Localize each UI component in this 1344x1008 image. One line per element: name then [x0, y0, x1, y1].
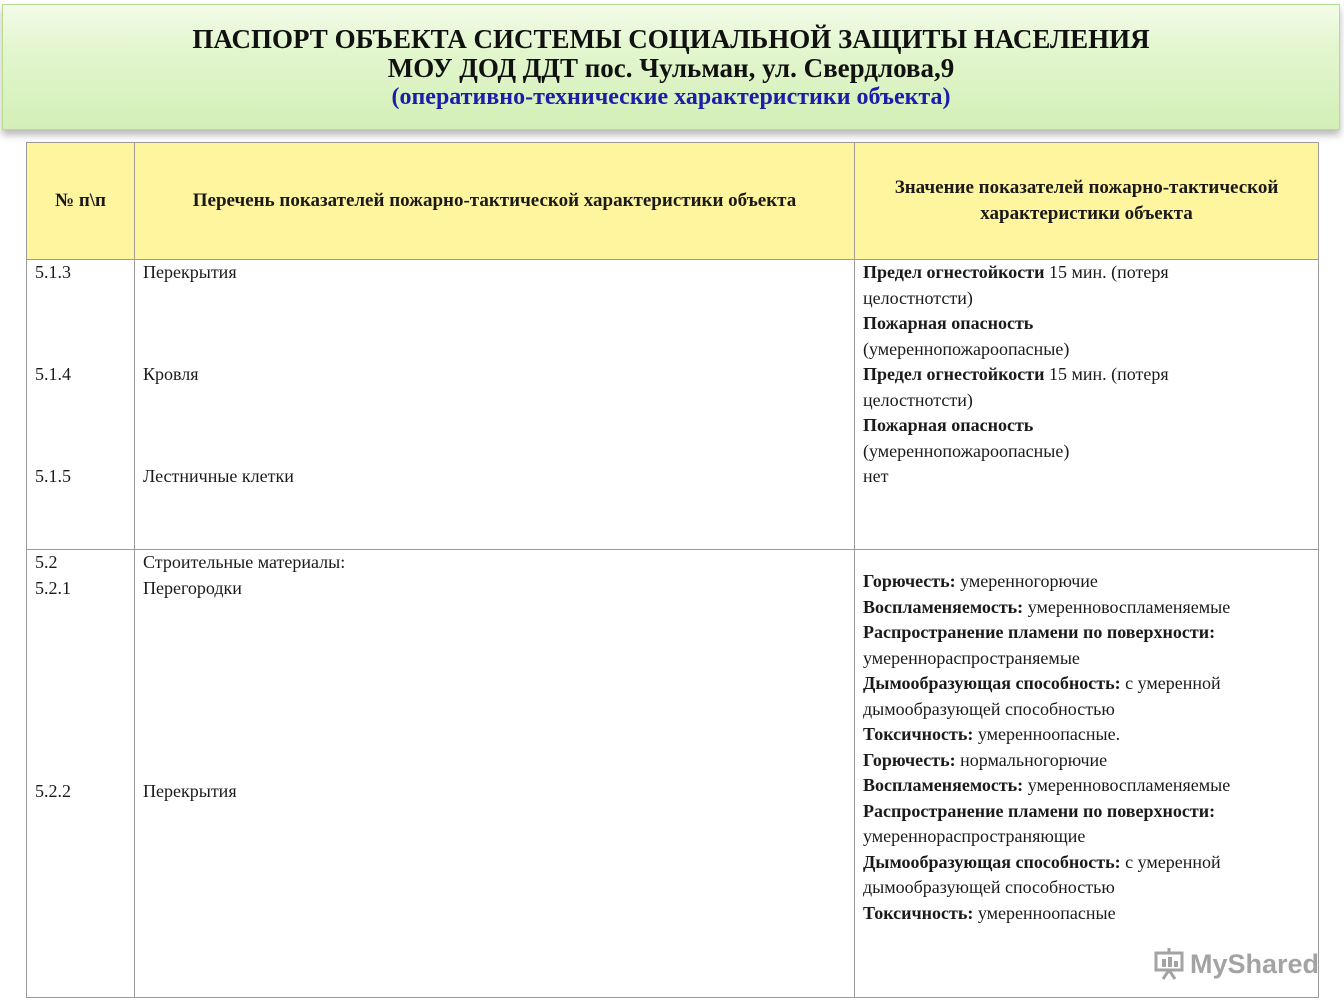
value-line: Пожарная опасность: [863, 313, 1034, 333]
watermark-text: MyShared: [1190, 948, 1320, 979]
table-header-row: [27, 143, 1319, 260]
value-line: Распространение пламени по поверхности:: [863, 800, 1216, 821]
value-line: дымообразующей способностью: [863, 877, 1115, 897]
presentation-board-icon: [1152, 947, 1186, 981]
value-line: умереннораспространяемые: [863, 647, 1080, 668]
value-line: Токсичность: умеренноопасные: [863, 902, 1116, 923]
row-numbers: [27, 550, 135, 998]
value-line: дымообразующей способностью: [863, 698, 1115, 719]
value-line: Воспламеняемость: умеренновоспламеняемые: [863, 596, 1231, 617]
item-number: 5.2: [35, 552, 58, 572]
value-line: Дымообразующая способность: с умеренной: [863, 851, 1221, 872]
table-row: [27, 550, 1319, 998]
column-header-values: Значение показателей пожарно-тактической характеристики объекта: [855, 143, 1319, 260]
indicator-name: Лестничные клетки: [143, 466, 294, 486]
value-line: Распространение пламени по поверхности:: [863, 622, 1216, 642]
column-header-number: № п\п: [27, 143, 135, 260]
document-title: ПАСПОРТ ОБЪЕКТА СИСТЕМЫ СОЦИАЛЬНОЙ ЗАЩИТЫ НАСЕЛЕНИЯ: [192, 24, 1150, 54]
item-number: 5.1.3: [35, 262, 71, 282]
column-header-indicators: Перечень показателей пожарно-тактической характеристики объекта: [135, 143, 855, 260]
value-line: Дымообразующая способность: с умеренной: [863, 673, 1221, 693]
indicator-name: Перекрытия: [143, 781, 237, 801]
value-line: нет: [863, 466, 889, 486]
value-line: Предел огнестойкости 15 мин. (потеря: [863, 364, 1169, 384]
row-numbers: [27, 260, 135, 550]
value-line: (умереннопожароопасные): [863, 338, 1070, 359]
value-line: Пожарная опасность: [863, 415, 1034, 435]
indicator-name: Кровля: [143, 364, 199, 384]
row-indicators: [135, 260, 855, 550]
characteristics-table: [26, 142, 1319, 998]
item-number: 5.2.2: [35, 781, 71, 801]
value-line: Горючесть: умеренногорючие: [863, 571, 1098, 591]
myshared-watermark: [1152, 946, 1319, 982]
value-line: умереннораспространяющие: [863, 826, 1086, 846]
item-number: 5.1.5: [35, 466, 71, 486]
value-line: Предел огнестойкости 15 мин. (потеря: [863, 262, 1169, 282]
value-line: Воспламеняемость: умеренновоспламеняемые: [863, 775, 1231, 795]
indicator-name: Строительные материалы:: [143, 552, 346, 572]
table-row: [27, 260, 1319, 550]
object-address: МОУ ДОД ДДТ пос. Чульман, ул. Свердлова,9: [387, 53, 955, 83]
row-values: [855, 550, 1319, 998]
indicator-name: Перекрытия: [143, 262, 237, 282]
title-banner: [2, 4, 1340, 130]
value-line: (умереннопожароопасные): [863, 440, 1070, 461]
value-line: целостнотсти): [863, 287, 973, 308]
row-values: [855, 260, 1319, 550]
document-subtitle: (оперативно-технические характеристики объекта): [391, 84, 951, 110]
indicator-name: Перегородки: [143, 577, 242, 598]
value-line: Горючесть: нормальногорючие: [863, 749, 1108, 770]
item-number: 5.1.4: [35, 364, 71, 384]
value-line: целостнотсти): [863, 389, 973, 410]
row-indicators: [135, 550, 855, 998]
item-number: 5.2.1: [35, 577, 71, 598]
value-line: Токсичность: умеренноопасные.: [863, 724, 1121, 744]
